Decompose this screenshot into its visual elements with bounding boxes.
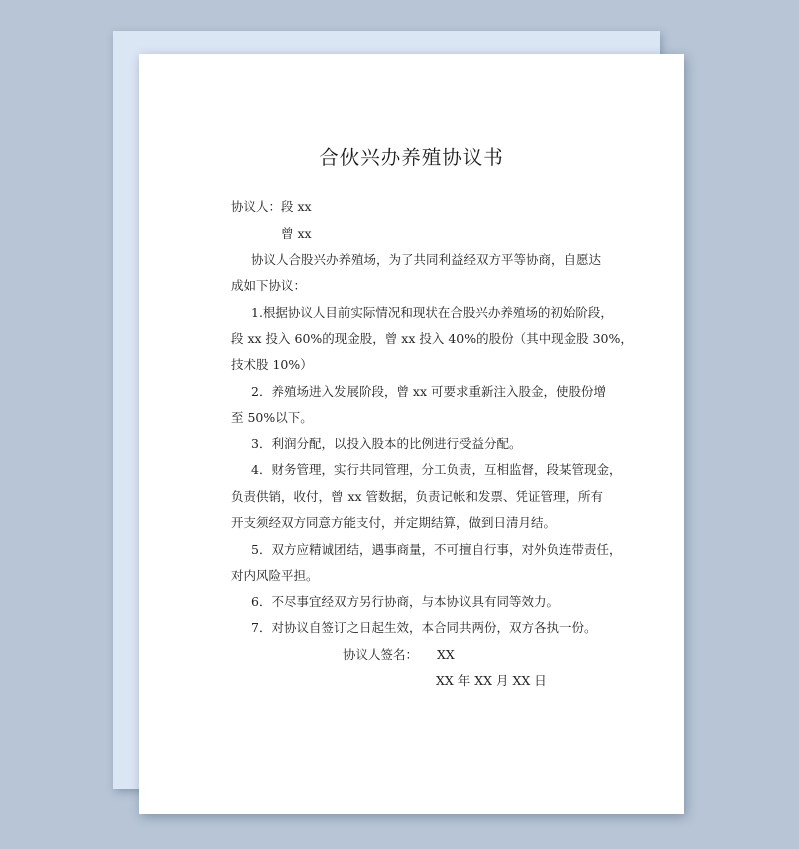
clause-3-line-1: 3．利润分配，以投入股本的比例进行受益分配。 (251, 436, 522, 451)
clause-5-line-2: 对内风险平担。 (231, 568, 319, 583)
clause-2-line-2: 至 50%以下。 (231, 410, 313, 425)
clause-4-line-3: 开支须经双方同意方能支付，并定期结算，做到日清月结。 (231, 515, 557, 530)
intro-line-1: 协议人合股兴办养殖场，为了共同利益经双方平等协商，自愿达 (251, 252, 602, 267)
clause-2-line-1: 2．养殖场进入发展阶段，曾 xx 可要求重新注入股金，使股份增 (251, 384, 606, 399)
intro-line-2: 成如下协议： (231, 278, 307, 293)
signature-label: 协议人签名： (343, 647, 419, 662)
clause-1-line-3: 技术股 10%） (231, 357, 313, 372)
party-b-line: 曾 xx (281, 226, 312, 241)
party-a-line: 协议人：段 xx (231, 199, 312, 214)
clause-6-line-1: 6．不尽事宜经双方另行协商，与本协议具有同等效力。 (251, 594, 559, 609)
clause-4-line-2: 负责供销，收付，曾 xx 管数据，负责记帐和发票、凭证管理，所有 (231, 489, 604, 504)
document-title: 合伙兴办养殖协议书 (319, 146, 504, 169)
clause-1-line-2: 段 xx 投入 60%的现金股，曾 xx 投入 40%的股份（其中现金股 30%， (231, 331, 633, 346)
document-page (139, 54, 684, 814)
clause-1-line-1: 1.根据协议人目前实际情况和现状在合股兴办养殖场的初始阶段， (251, 305, 613, 320)
clause-4-line-1: 4．财务管理，实行共同管理，分工负责，互相监督，段某管现金， (251, 462, 622, 477)
signing-date: XX 年 XX 月 XX 日 (436, 673, 547, 688)
signature-value: XX (437, 647, 455, 662)
clause-7-line-1: 7．对协议自签订之日起生效，本合同共两份，双方各执一份。 (251, 620, 597, 635)
clause-5-line-1: 5．双方应精诚团结，遇事商量，不可擅自行事，对外负连带责任， (251, 542, 622, 557)
